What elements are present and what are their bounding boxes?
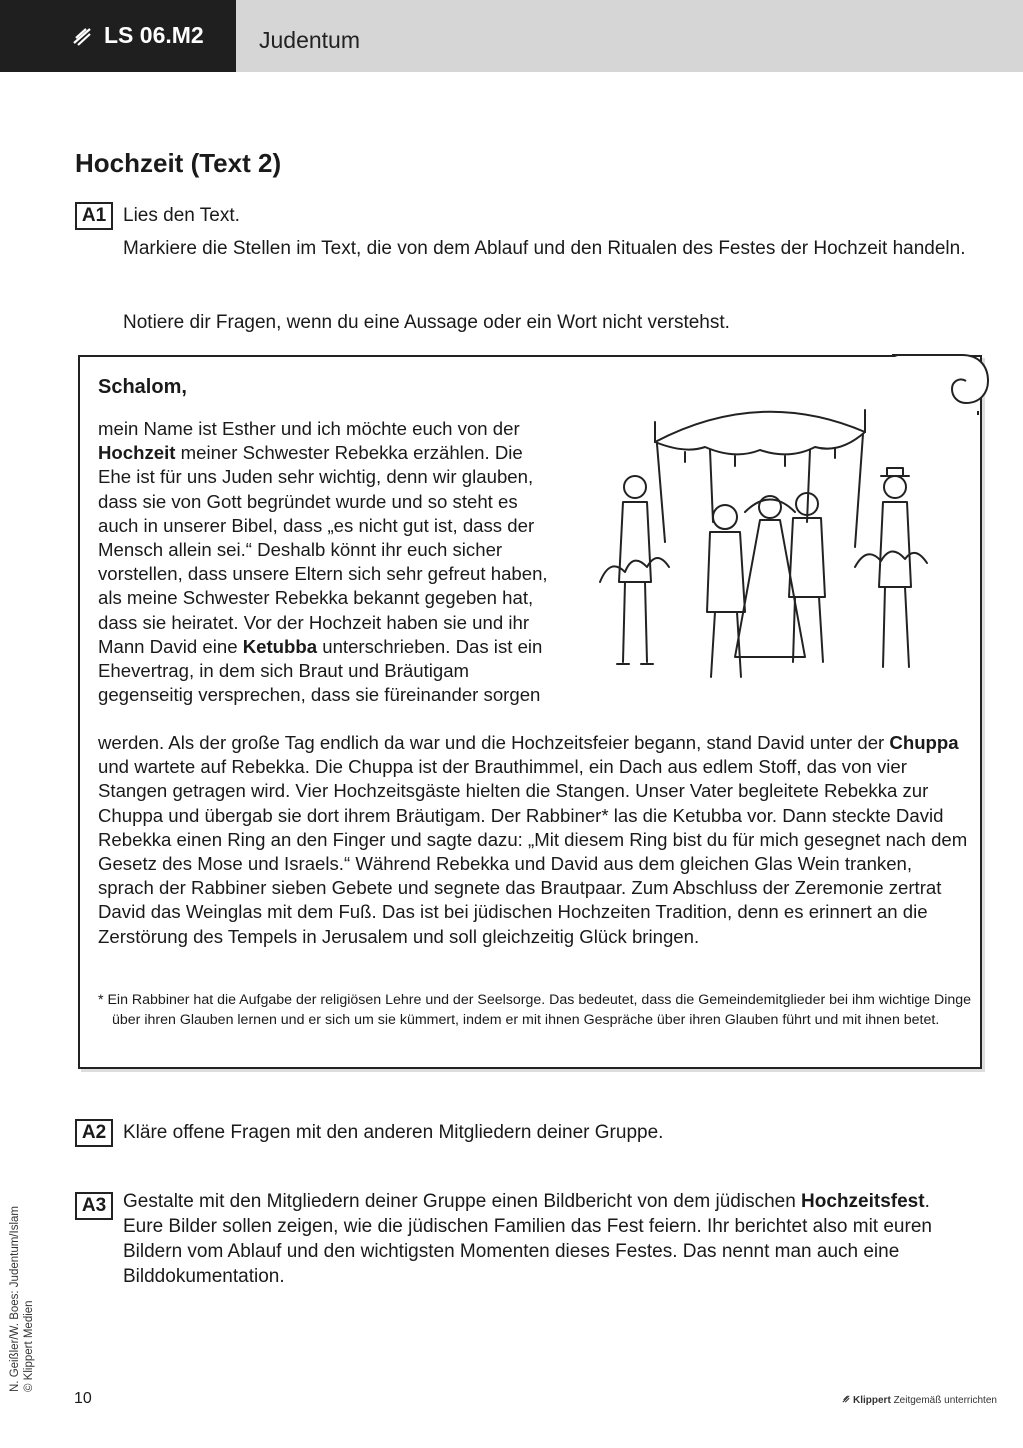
task-a3-text (123, 1189, 973, 1289)
term-chuppa: Chuppa (889, 732, 959, 753)
text-run: meiner Schwester Rebekka erzählen. Die Ehe ist für uns Juden sehr wichtig, denn wir glauben, dass sie von Gott begründet wurde und so steht es auch in unserer Bibel, dass „es nicht gut ist, dass der Mensch allein sei.“ Deshalb könnt ihr euch sicher vorstellen, dass unsere Eltern sich sehr gefreut haben, als meine Schwester Rebekka bekannt gegeben hat, dass sie heiratet. Vor der Hochzeit haben sie und ihr Mann David eine (98, 442, 548, 657)
side-imprint (8, 1206, 36, 1392)
lesson-code: LS 06.M2 (104, 22, 204, 48)
task-a1-line2: Markiere die Stellen im Text, die von dem Ablauf und den Ritualen des Festes der Hochzeit handeln. (123, 238, 966, 259)
task-tag-a3: A3 (75, 1192, 113, 1220)
text-run: . Eure Bilder sollen zeigen, wie die jüdischen Familien das Fest feiern. Ihr berichtet also mit euren Bildern vom Ablauf und den wichtigsten Momenten dieses Festes. Das nennt man auch eine Bilddokumentation. (123, 1191, 932, 1287)
page-number: 10 (74, 1390, 92, 1407)
task-a2-text: Kläre offene Fragen mit den anderen Mitgliedern deiner Gruppe. (123, 1122, 664, 1143)
text-run: werden. Als der große Tag endlich da war und die Hochzeitsfeier begann, stand David unter der (98, 732, 890, 753)
header-topic: Judentum (259, 27, 361, 53)
imprint-publisher: © Klippert Medien (23, 1300, 35, 1392)
text-run: Gestalte mit den Mitgliedern deiner Gruppe einen Bildbericht von dem jüdischen (123, 1191, 802, 1212)
klippert-logo-icon (842, 1395, 850, 1403)
letter-paragraph-2 (98, 731, 968, 949)
footnote-rabbiner: * Ein Rabbiner hat die Aufgabe der religiösen Lehre und der Seelsorge. Das bedeutet, dass die Gemeindemitglieder bei ihm wichtige Dinge über ihren Glauben lernen und er sich um sie kümmert, indem er mit ihnen Gespräche über ihren Glauben führt und mit ihnen betet. (98, 992, 972, 1028)
text-run: unterschrieben. Das ist ein Ehevertrag, in dem sich Braut und Bräutigam gegenseitig versprechen, dass sie füreinander sorgen (98, 635, 543, 706)
brand-slogan: Zeitgemäß unterrichten (893, 1395, 997, 1406)
page-title: Hochzeit (Text 2) (75, 148, 282, 178)
text-run: mein Name ist Esther und ich möchte euch von der (98, 418, 520, 439)
task-tag-a2: A2 (75, 1119, 113, 1147)
term-hochzeit: Hochzeit (98, 442, 176, 464)
text-run: und wartete auf Rebekka. Die Chuppa ist der Brauthimmel, ein Dach aus edlem Stoff, das von vier Stangen getragen wird. Vier Hochzeitsgäste hielten die Stangen. Unser Vater begleitete Rebekka zur Chuppa und übergab sie dort ihrem Bräutigam. Der Rabbiner* las die Ketubba vor. Dann steckte David Rebekka einen Ring an den Finger und sagte dazu: „Mit diesem Ring bist du für mich gesegnet nach dem Gesetz des Mose und Israels.“ Während Rebekka und David aus dem gleichen Glas Wein tranken, sprach der Rabbiner sieben Gebete und segnete das Brautpaar. Zum Abschluss der Zeremonie zertrat David das Weinglas mit dem Fuß. Das ist bei jüdischen Hochzeiten Tradition, denn es erinnert an die Zerstörung des Tempels in Jerusalem und soll gleichzeitig Glück bringen. (98, 756, 968, 947)
imprint-authors: N. Geißler/W. Boes: Judentum/Islam (9, 1206, 21, 1392)
term-hochzeitsfest: Hochzeitsfest (801, 1191, 925, 1212)
chuppa-wedding-illustration (595, 392, 930, 692)
brand-name: Klippert (853, 1395, 891, 1406)
task-a1-line3: Notiere dir Fragen, wenn du eine Aussage oder ein Wort nicht verstehst. (123, 312, 730, 333)
letter-paragraph-1 (98, 417, 558, 707)
task-a1-line1: Lies den Text. (123, 205, 240, 226)
klippert-logo-icon (72, 26, 92, 46)
footer-brand (842, 1395, 997, 1406)
letter-greeting: Schalom, (98, 376, 187, 398)
term-ketubba: Ketubba (242, 635, 318, 657)
task-tag-a1: A1 (75, 202, 113, 230)
lesson-code-box (0, 0, 236, 72)
page-header (0, 0, 1023, 72)
